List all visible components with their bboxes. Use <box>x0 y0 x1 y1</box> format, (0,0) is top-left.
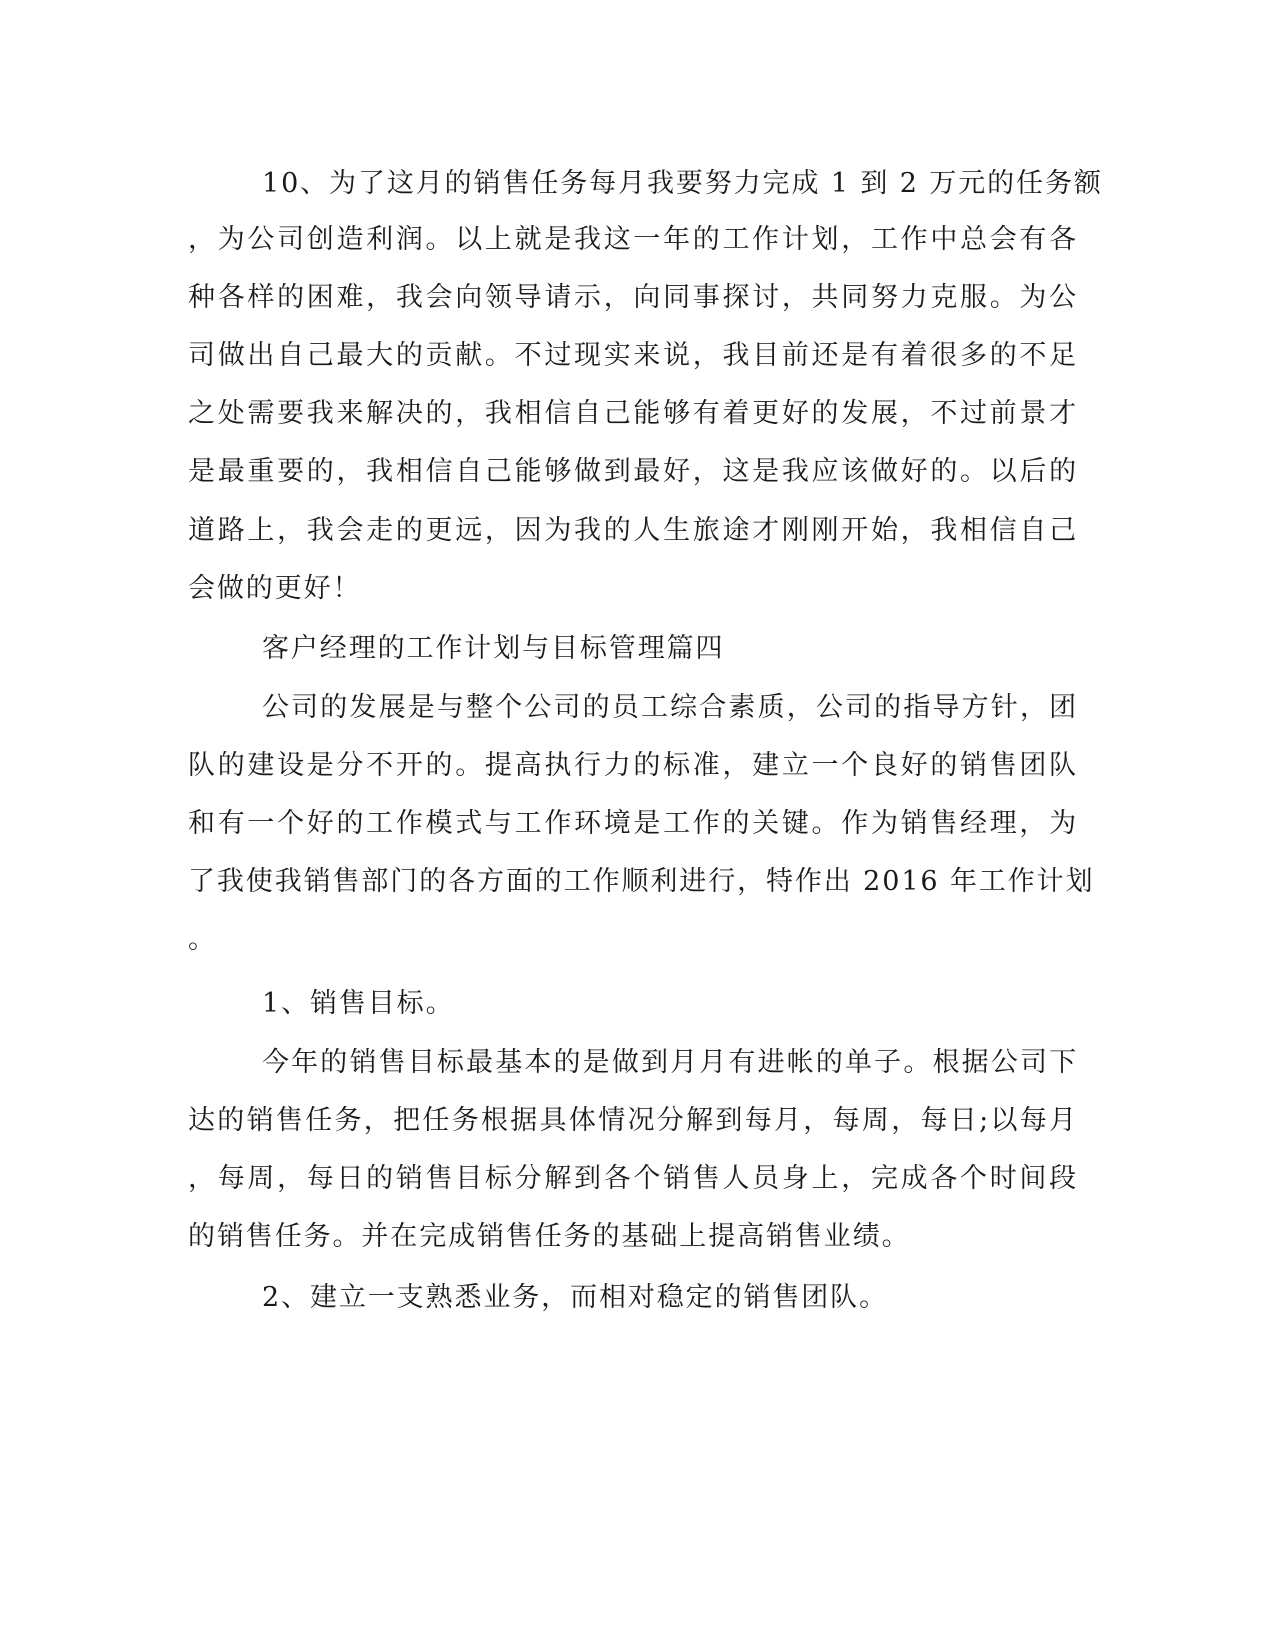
paragraph-3-line: 达的销售任务，把任务根据具体情况分解到每月，每周，每日;以每月 <box>188 1105 1078 1136</box>
paragraph-3-line: ，每周，每日的销售目标分解到各个销售人员身上，完成各个时间段 <box>188 1163 1078 1194</box>
paragraph-3-line: 今年的销售目标最基本的是做到月月有进帐的单子。根据公司下 <box>262 1047 1078 1078</box>
paragraph-1-line: 会做的更好！ <box>188 573 362 604</box>
paragraph-2-line: 队的建设是分不开的。提高执行力的标准，建立一个良好的销售团队 <box>188 750 1078 781</box>
paragraph-2-line: 了我使我销售部门的各方面的工作顺利进行，特作出 2016 年工作计划 <box>188 866 1095 897</box>
item-2-heading: 2、建立一支熟悉业务，而相对稳定的销售团队。 <box>262 1282 888 1313</box>
paragraph-2-line: 和有一个好的工作模式与工作环境是工作的关键。作为销售经理，为 <box>188 808 1078 839</box>
paragraph-1-line: 道路上，我会走的更远，因为我的人生旅途才刚刚开始，我相信自己 <box>188 515 1078 546</box>
paragraph-1-line: 10、为了这月的销售任务每月我要努力完成 1 到 2 万元的任务额 <box>262 168 1103 199</box>
paragraph-2-line: 公司的发展是与整个公司的员工综合素质，公司的指导方针，团 <box>262 692 1078 723</box>
item-1-heading: 1、销售目标。 <box>262 988 455 1019</box>
paragraph-3-line: 的销售任务。并在完成销售任务的基础上提高销售业绩。 <box>188 1221 911 1252</box>
paragraph-2-line: 。 <box>188 924 217 955</box>
section-heading: 客户经理的工作计划与目标管理篇四 <box>262 633 725 664</box>
paragraph-1-line: 种各样的困难，我会向领导请示，向同事探讨，共同努力克服。为公 <box>188 282 1078 313</box>
paragraph-1-line: 是最重要的，我相信自己能够做到最好，这是我应该做好的。以后的 <box>188 456 1078 487</box>
paragraph-1-line: 司做出自己最大的贡献。不过现实来说，我目前还是有着很多的不足 <box>188 340 1078 371</box>
paragraph-1-line: 之处需要我来解决的，我相信自己能够有着更好的发展，不过前景才 <box>188 398 1078 429</box>
paragraph-1-line: ，为公司创造利润。以上就是我这一年的工作计划，工作中总会有各 <box>188 224 1078 255</box>
